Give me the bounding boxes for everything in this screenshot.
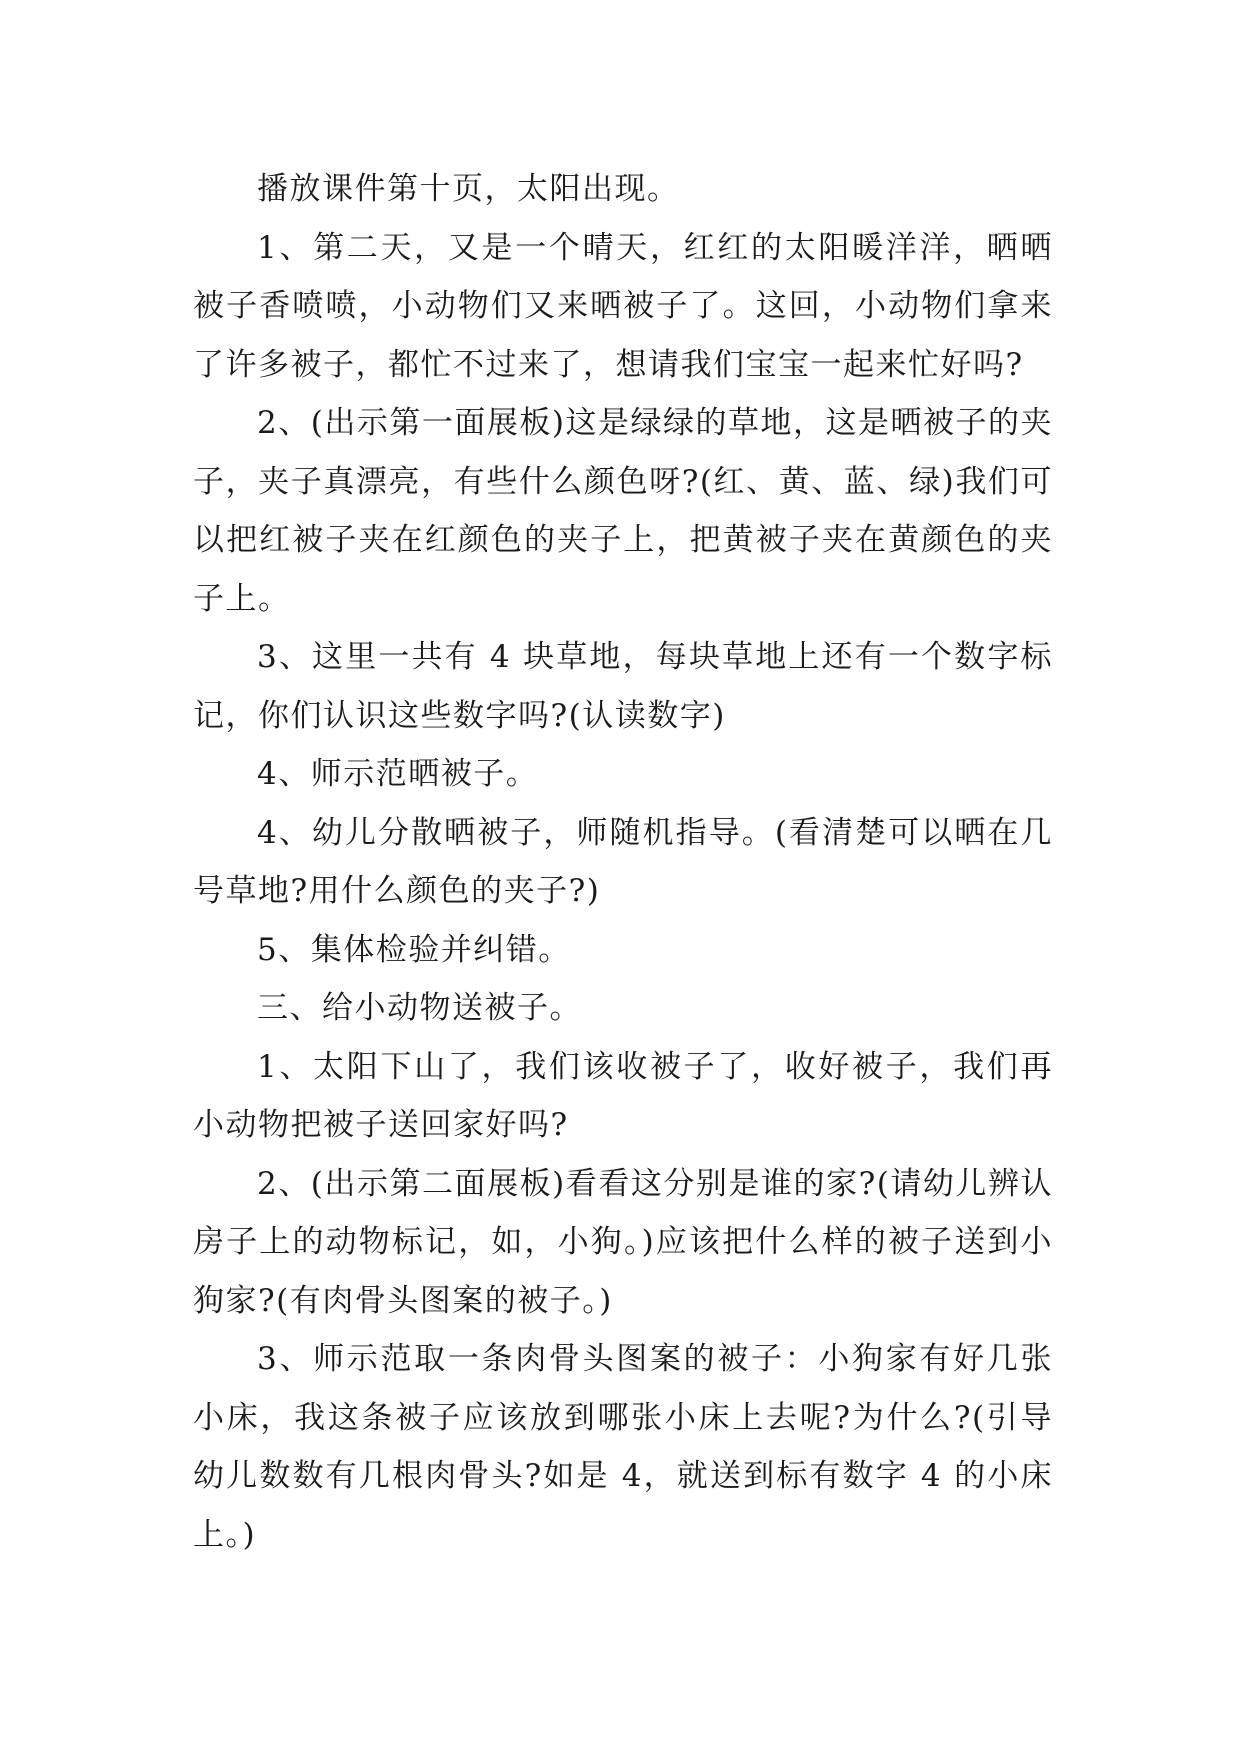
paragraph: 1、太阳下山了，我们该收被子了，收好被子，我们再小动物把被子送回家好吗? [193,1048,1053,1143]
paragraph: 2、(出示第一面展板)这是绿绿的草地，这是晒被子的夹子，夹子真漂亮，有些什么颜色呀?(红、黄、蓝、绿)我们可以把红被子夹在红颜色的夹子上，把黄被子夹在黄颜色的夹子上。 [193,405,1053,617]
paragraph: 2、(出示第二面展板)看看这分别是谁的家?(请幼儿辨认房子上的动物标记，如，小狗。)应该把什么样的被子送到小狗家?(有肉骨头图案的被子。) [193,1165,1053,1319]
paragraph: 播放课件第十页，太阳出现。 [257,171,680,207]
paragraph: 4、幼儿分散晒被子，师随机指导。(看清楚可以晒在几号草地?用什么颜色的夹子?) [193,814,1053,909]
paragraph: 5、集体检验并纠错。 [257,931,571,968]
document-body [193,160,1053,1564]
paragraph: 3、师示范取一条肉骨头图案的被子：小狗家有好几张小床，我这条被子应该放到哪张小床上去呢?为什么?(引导幼儿数数有几根肉骨头?如是 4，就送到标有数字 4 的小床上。) [193,1341,1053,1553]
section-heading: 三、给小动物送被子。 [257,990,582,1026]
paragraph: 4、师示范晒被子。 [257,756,539,792]
paragraph: 1、第二天，又是一个晴天，红红的太阳暖洋洋，晒晒被子香喷喷，小动物们又来晒被子了。这回，小动物们拿来了许多被子，都忙不过来了，想请我们宝宝一起来忙好吗? [193,229,1053,383]
paragraph: 3、这里一共有 4 块草地，每块草地上还有一个数字标记，你们认识这些数字吗?(认读数字) [193,639,1053,734]
